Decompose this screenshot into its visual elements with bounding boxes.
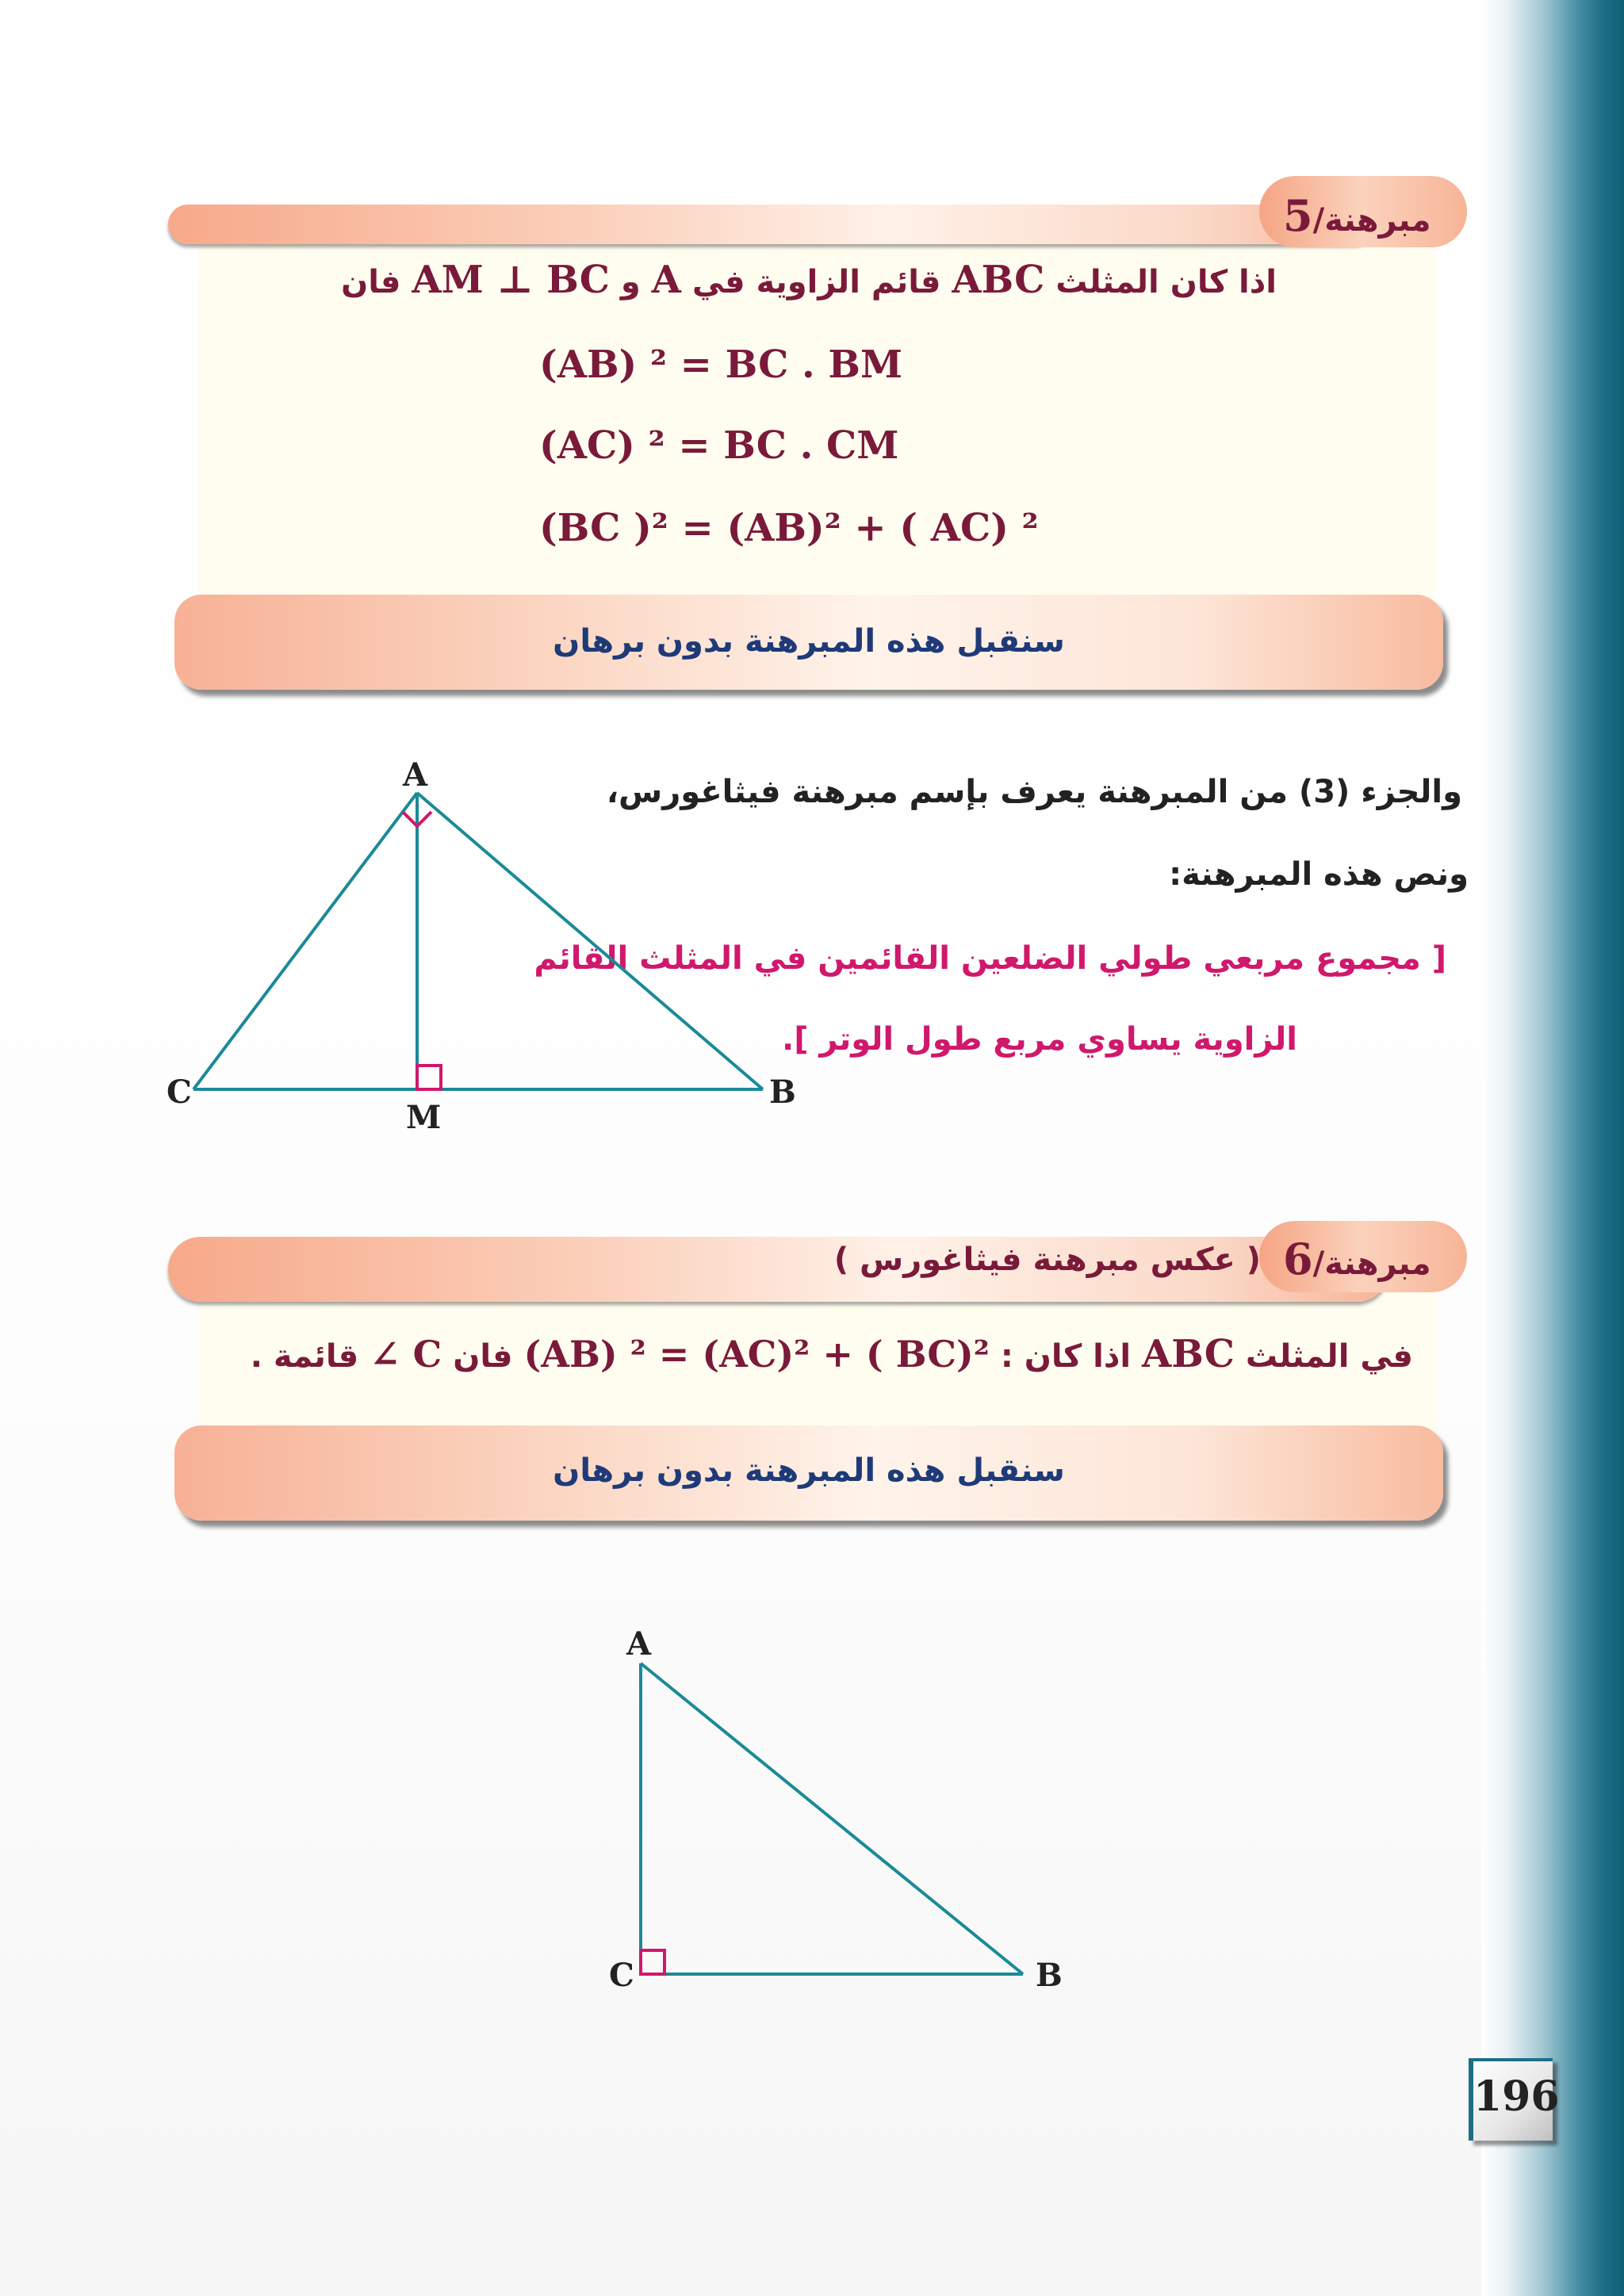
right-angle-marker-c — [641, 1950, 665, 1974]
pythagoras-line-2: ونص هذه المبرهنة: — [1169, 856, 1469, 893]
vertex-m-label: M — [406, 1099, 442, 1136]
side-ab — [417, 793, 763, 1089]
vertex-c-label: C — [167, 1073, 192, 1111]
statement-text: قائمة . — [250, 1338, 359, 1375]
pythagoras-statement-2: الزاوية يساوي مربع طول الوتر ]. — [782, 1021, 1297, 1058]
segment-name: BC — [546, 258, 610, 302]
statement-text: قائم الزاوية في — [691, 264, 941, 300]
vertex-b-label: B — [1036, 1957, 1063, 1994]
statement-text: في المثلث — [1245, 1338, 1413, 1375]
statement-text: فان — [341, 264, 401, 300]
theorem-6-title: ( عكس مبرهنة فيثاغورس ) — [833, 1242, 1261, 1278]
theorem-6-label — [1283, 1234, 1431, 1284]
theorem-5-label — [1283, 190, 1431, 241]
formula-3: (BC )² = (AB)² + ( AC) ² — [539, 506, 1039, 550]
vertex-a-label: A — [403, 756, 428, 794]
theorem-label-text: مبرهنة/ — [1312, 1246, 1431, 1282]
figure-2-triangle — [619, 1641, 1063, 1990]
theorem-5-note-bar — [174, 595, 1443, 690]
theorem-5-header-bar — [168, 205, 1373, 244]
theorem-6-statement — [251, 1332, 1413, 1376]
converse-formula: (AB) ² = (AC)² + ( BC)² — [523, 1333, 990, 1376]
formula-1: (AB) ² = BC . BM — [539, 342, 903, 387]
triangle-name: ABC — [952, 258, 1045, 302]
right-angle-marker-m — [417, 1066, 441, 1089]
figure-1-triangle — [159, 761, 809, 1126]
triangle-name: ABC — [1142, 1332, 1235, 1376]
statement-text: فان — [453, 1338, 513, 1375]
page-number: 196 — [1473, 2072, 1560, 2121]
vertex-c-label: C — [609, 1957, 634, 1994]
segment-name: AM — [412, 258, 484, 302]
theorem-number: 5 — [1283, 190, 1313, 241]
pythagoras-line-1: والجزء (3) من المبرهنة يعرف بإسم مبرهنة فيثاغورس، — [606, 774, 1462, 810]
pythagoras-statement-1: [ مجموع مربعي طولي الضلعين القائمين في المثلث القائم — [534, 940, 1446, 977]
statement-text: اذا كان المثلث — [1055, 264, 1277, 300]
perpendicular-symbol: ⊥ — [496, 258, 534, 302]
page-edge-band — [1481, 0, 1624, 2296]
page-number-box — [1469, 2058, 1560, 2141]
statement-text: و — [620, 264, 641, 300]
theorem-5-note: سنقبل هذه المبرهنة بدون برهان — [553, 623, 1065, 660]
side-ab — [641, 1663, 1023, 1974]
theorem-label-text: مبرهنة/ — [1312, 202, 1431, 239]
formula-2: (AC) ² = BC . CM — [539, 423, 899, 468]
vertex-b-label: B — [769, 1073, 796, 1111]
statement-text: اذا كان : — [1000, 1338, 1132, 1375]
theorem-number: 6 — [1283, 1234, 1313, 1284]
theorem-6-note: سنقبل هذه المبرهنة بدون برهان — [553, 1452, 1065, 1489]
vertex-name: A — [651, 258, 681, 302]
side-ac — [193, 793, 417, 1089]
angle-c: ∠ C — [370, 1333, 442, 1376]
theorem-6-note-bar — [174, 1425, 1443, 1521]
vertex-a-label: A — [626, 1625, 652, 1663]
theorem-5-statement — [341, 258, 1277, 302]
